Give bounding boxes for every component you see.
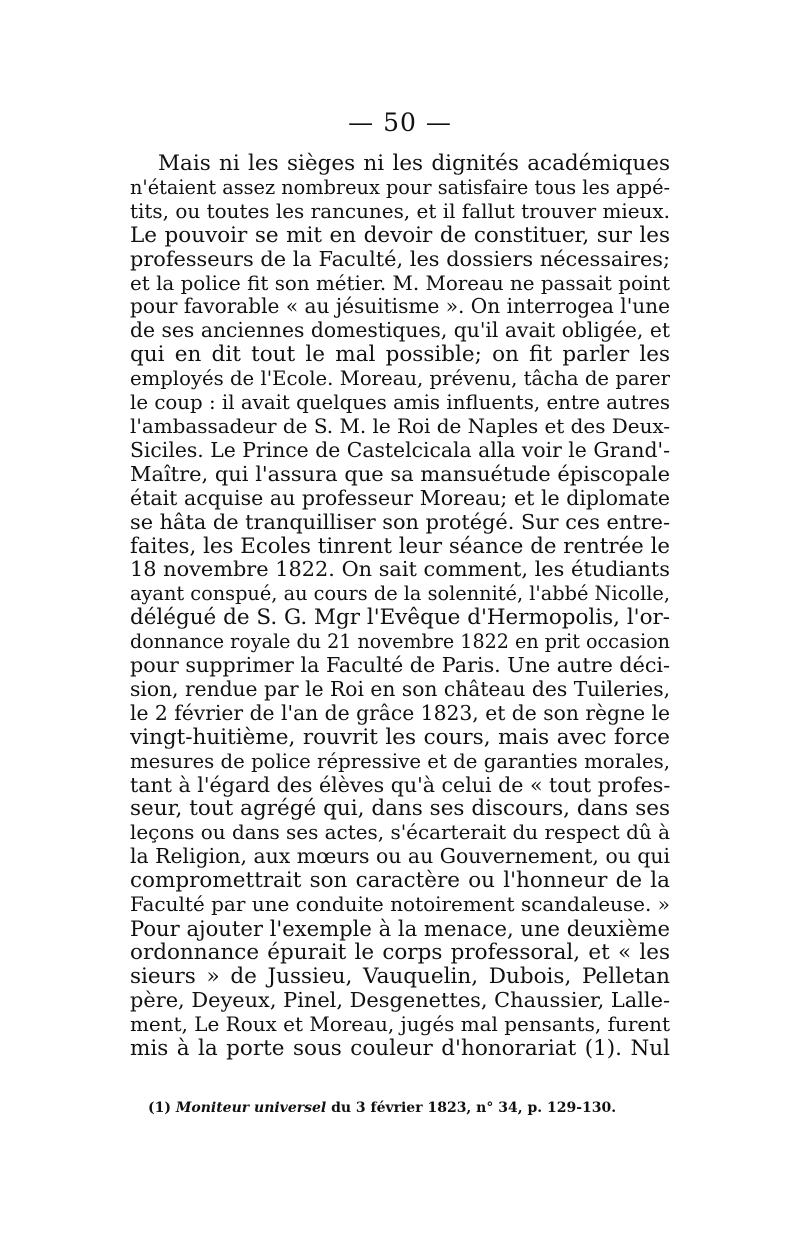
- footnote-marker: (1): [148, 1100, 171, 1116]
- text-line: mis à la porte sous couleur d'honorariat (1). Nul: [130, 1035, 670, 1061]
- text-line: Mais ni les sièges ni les dignités académiques: [158, 151, 670, 176]
- text-line: le coup : il avait quelques amis influents, entre autres: [130, 391, 670, 415]
- text-line: vingt-huitième, rouvrit les cours, mais avec force: [130, 724, 670, 750]
- text-line: Le pouvoir se mit en devoir de constituer, sur les: [130, 222, 670, 248]
- footnote: [148, 1100, 616, 1116]
- text-line: ment, Le Roux et Moreau, jugés mal pensants, furent: [130, 1011, 670, 1036]
- text-line: l'ambassadeur de S. M. le Roi de Naples et des Deux-: [130, 413, 671, 438]
- text-line: Maître, qui l'assura que sa mansuétude épiscopale: [130, 461, 670, 486]
- text-line: tant à l'égard des élèves qu'à celui de « tout profes-: [130, 772, 671, 797]
- text-line: père, Deyeux, Pinel, Desgenettes, Chaussier, Lalle-: [130, 987, 670, 1012]
- text-line: tits, ou toutes les rancunes, et il fallut trouver mieux.: [130, 198, 670, 223]
- text-line: ordonnance épurait le corps professoral, et « les: [130, 939, 670, 965]
- text-line: Faculté par une conduite notoirement scandaleuse. »: [130, 892, 670, 917]
- text-line: délégué de S. G. Mgr l'Evêque d'Hermopolis, l'or-: [130, 605, 670, 631]
- text-line: professeurs de la Faculté, les dossiers nécessaires;: [130, 246, 670, 271]
- text-line: Siciles. Le Prince de Castelcicala alla voir le Grand'-: [130, 437, 670, 462]
- text-line: le 2 février de l'an de grâce 1823, et de son règne le: [130, 700, 671, 725]
- text-line: pour supprimer la Faculté de Paris. Une autre déci-: [130, 653, 670, 678]
- text-line: mesures de police répressive et de garanties morales,: [130, 749, 670, 773]
- footnote-reference: du 3 février 1823, n° 34, p. 129-130.: [331, 1100, 617, 1116]
- footnote-source-title: Moniteur universel: [175, 1100, 327, 1116]
- text-line: sieurs » de Jussieu, Vauquelin, Dubois, Pelletan: [130, 963, 670, 989]
- text-line: pour favorable « au jésuitisme ». On interrogea l'une: [130, 294, 670, 319]
- text-line: n'étaient assez nombreux pour satisfaire tous les appé-: [130, 175, 670, 199]
- text-line: de ses anciennes domestiques, qu'il avait obligée, et: [130, 318, 670, 343]
- text-line: seur, tout agrégé qui, dans ses discours, dans ses: [130, 796, 670, 822]
- text-line: Pour ajouter l'exemple à la menace, une deuxième: [130, 916, 671, 941]
- text-line: était acquise au professeur Moreau; et le diplomate: [130, 485, 670, 510]
- text-line: faites, les Ecoles tinrent leur séance de rentrée le: [130, 533, 670, 559]
- text-line: qui en dit tout le mal possible; on fit parler les: [130, 342, 670, 368]
- text-line: ayant conspué, au cours de la solennité, l'abbé Nicolle,: [130, 582, 670, 606]
- text-line: compromettrait son caractère ou l'honneur de la: [130, 868, 670, 894]
- text-line: sion, rendue par le Roi en son château des Tuileries,: [130, 676, 670, 701]
- body-text: [130, 152, 670, 1060]
- text-line: employés de l'Ecole. Moreau, prévenu, tâcha de parer: [130, 367, 670, 391]
- text-line: se hâta de tranquilliser son protégé. Sur ces entre-: [130, 509, 670, 534]
- text-line: donnance royale du 21 novembre 1822 en prit occasion: [130, 630, 670, 654]
- page-number: — 50 —: [348, 108, 452, 137]
- text-line: la Religion, aux mœurs ou au Gouvernement, ou qui: [130, 844, 670, 869]
- text-line: et la police fit son métier. M. Moreau ne passait point: [130, 271, 670, 295]
- text-line: leçons ou dans ses actes, s'écarterait du respect dû à: [130, 820, 670, 845]
- text-line: 18 novembre 1822. On sait comment, les étudiants: [130, 557, 670, 582]
